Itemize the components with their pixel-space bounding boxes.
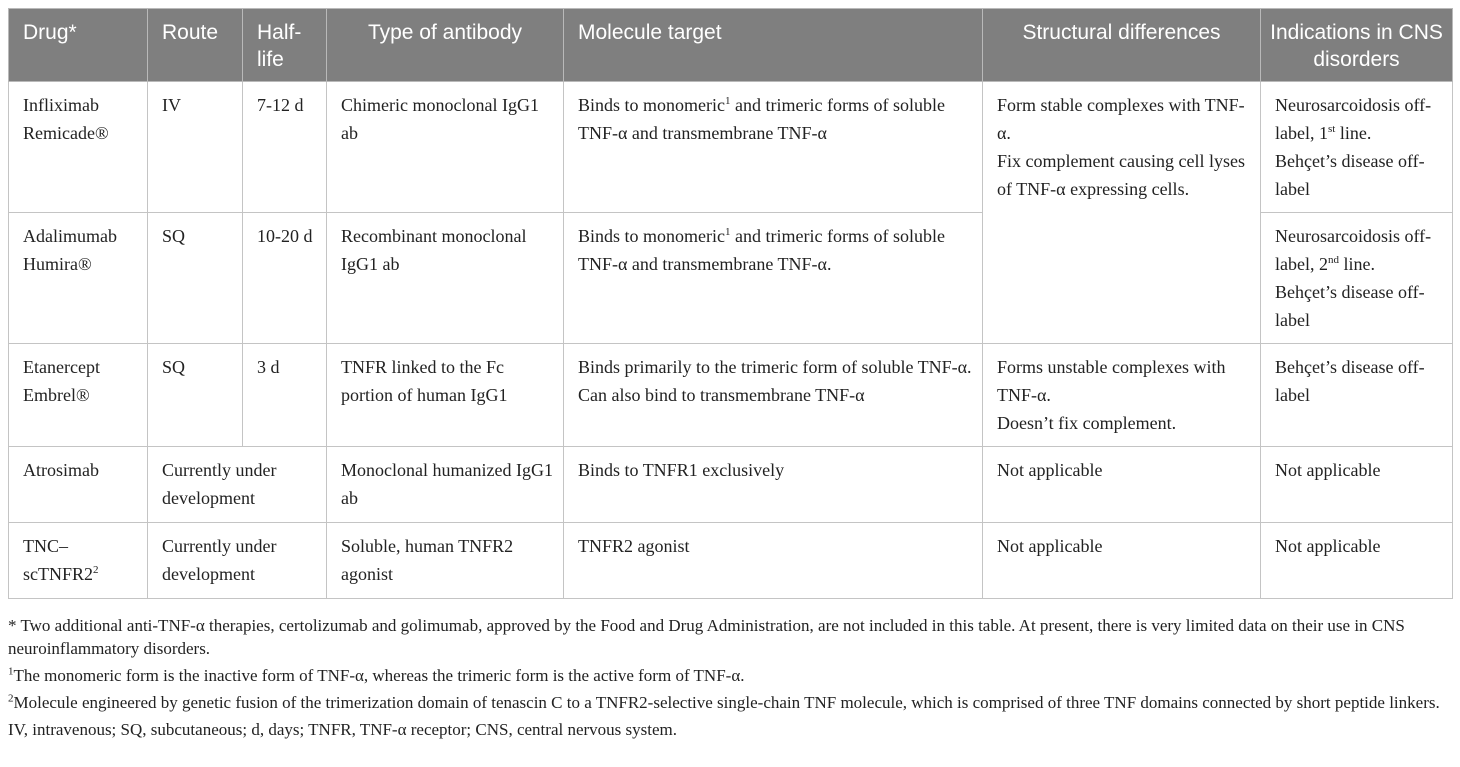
indications-cell: Behçet’s disease off-label — [1261, 344, 1453, 447]
antibody-cell: Monoclonal humanized IgG1 ab — [327, 447, 564, 523]
route-cell: SQ — [148, 213, 243, 344]
header-row — [9, 9, 1453, 82]
header-drug: Drug* — [9, 9, 148, 82]
target-cell: Binds to monomeric$^1$ and trimeric forms of soluble TNF-α and transmembrane TNF-α — [564, 82, 983, 213]
target-cell: Binds primarily to the trimeric form of soluble TNF-α. Can also bind to transmembrane TNF-α — [564, 344, 983, 447]
structural-cell: Forms unstable complexes with TNF-α. Doesn’t fix complement. — [983, 344, 1261, 447]
route-half-life-cell: Currently under development — [148, 447, 327, 523]
indications-cell: Neurosarcoidosis off-label, 2nd line. Behçet’s disease off-label — [1261, 213, 1453, 344]
table-row-etanercept — [9, 344, 1453, 447]
drug-name: Infliximab — [23, 95, 99, 115]
table-footnotes — [8, 614, 1454, 745]
footnote-1: $^1$The monomeric form is the inactive form of TNF-α, whereas the trimeric form is the active form of TNF-α. — [8, 665, 745, 685]
drug-cell: TNC–$scTNFR2^2$ — [9, 523, 148, 599]
table-row-infliximab — [9, 82, 1453, 213]
header-route: Route — [148, 9, 243, 82]
route-cell: IV — [148, 82, 243, 213]
footnote-star: * Two additional anti-TNF-α therapies, certolizumab and golimumab, approved by the Food and Drug Administration, are not included in this table. At present, there is very limited data on their use in CNS neuroinflammatory disorders. — [8, 616, 1405, 658]
brand-name: Remicade® — [23, 123, 109, 143]
antibody-cell: TNFR linked to the Fc portion of human IgG1 — [327, 344, 564, 447]
indications-cell: Not applicable — [1261, 523, 1453, 599]
antibody-cell: Chimeric monoclonal IgG1 ab — [327, 82, 564, 213]
route-half-life-cell: Currently under development — [148, 523, 327, 599]
brand-name: Humira® — [23, 254, 92, 274]
antibody-cell: Soluble, human TNFR2 agonist — [327, 523, 564, 599]
header-cns-indications: Indications in CNS disorders — [1261, 9, 1453, 82]
target-cell: Binds to monomeric$^1$ and trimeric forms of soluble TNF-α and transmembrane TNF-α. — [564, 213, 983, 344]
table-row-tnc-sctnfr2 — [9, 523, 1453, 599]
structural-cell: Not applicable — [983, 447, 1261, 523]
drug-cell: Atrosimab — [9, 447, 148, 523]
drug-cell — [9, 82, 148, 213]
table-row-atrosimab — [9, 447, 1453, 523]
header-molecule-target: Molecule target — [564, 9, 983, 82]
drug-comparison-table — [8, 8, 1453, 599]
header-structural-differences: Structural differences — [983, 9, 1261, 82]
header-antibody-type: Type of antibody — [327, 9, 564, 82]
indications-cell: Neurosarcoidosis off-label, 1st line. Behçet’s disease off-label — [1261, 82, 1453, 213]
antibody-cell: Recombinant monoclonal IgG1 ab — [327, 213, 564, 344]
route-cell: SQ — [148, 344, 243, 447]
drug-name: Etanercept — [23, 357, 100, 377]
target-cell: TNFR2 agonist — [564, 523, 983, 599]
half-life-cell: 3 d — [243, 344, 327, 447]
half-life-cell: 7-12 d — [243, 82, 327, 213]
drug-cell — [9, 344, 148, 447]
indications-cell: Not applicable — [1261, 447, 1453, 523]
drug-name: Adalimumab — [23, 226, 117, 246]
structural-cell: Not applicable — [983, 523, 1261, 599]
brand-name: Embrel® — [23, 385, 90, 405]
drug-cell — [9, 213, 148, 344]
structural-cell: Form stable complexes with TNF-α. Fix complement causing cell lyses of TNF-α expressing cells. — [983, 82, 1261, 344]
footnote-2: $^2$Molecule engineered by genetic fusion of the trimerization domain of tenascin C to a TNFR2-selective single-chain TNF molecule, which is comprised of three TNF domains connected by short peptide linkers. — [8, 692, 1440, 712]
half-life-cell: 10-20 d — [243, 213, 327, 344]
header-half-life: Half-life — [243, 9, 327, 82]
footnote-abbreviations: IV, intravenous; SQ, subcutaneous; d, days; TNFR, TNF-α receptor; CNS, central nervous system. — [8, 720, 678, 739]
target-cell: Binds to TNFR1 exclusively — [564, 447, 983, 523]
